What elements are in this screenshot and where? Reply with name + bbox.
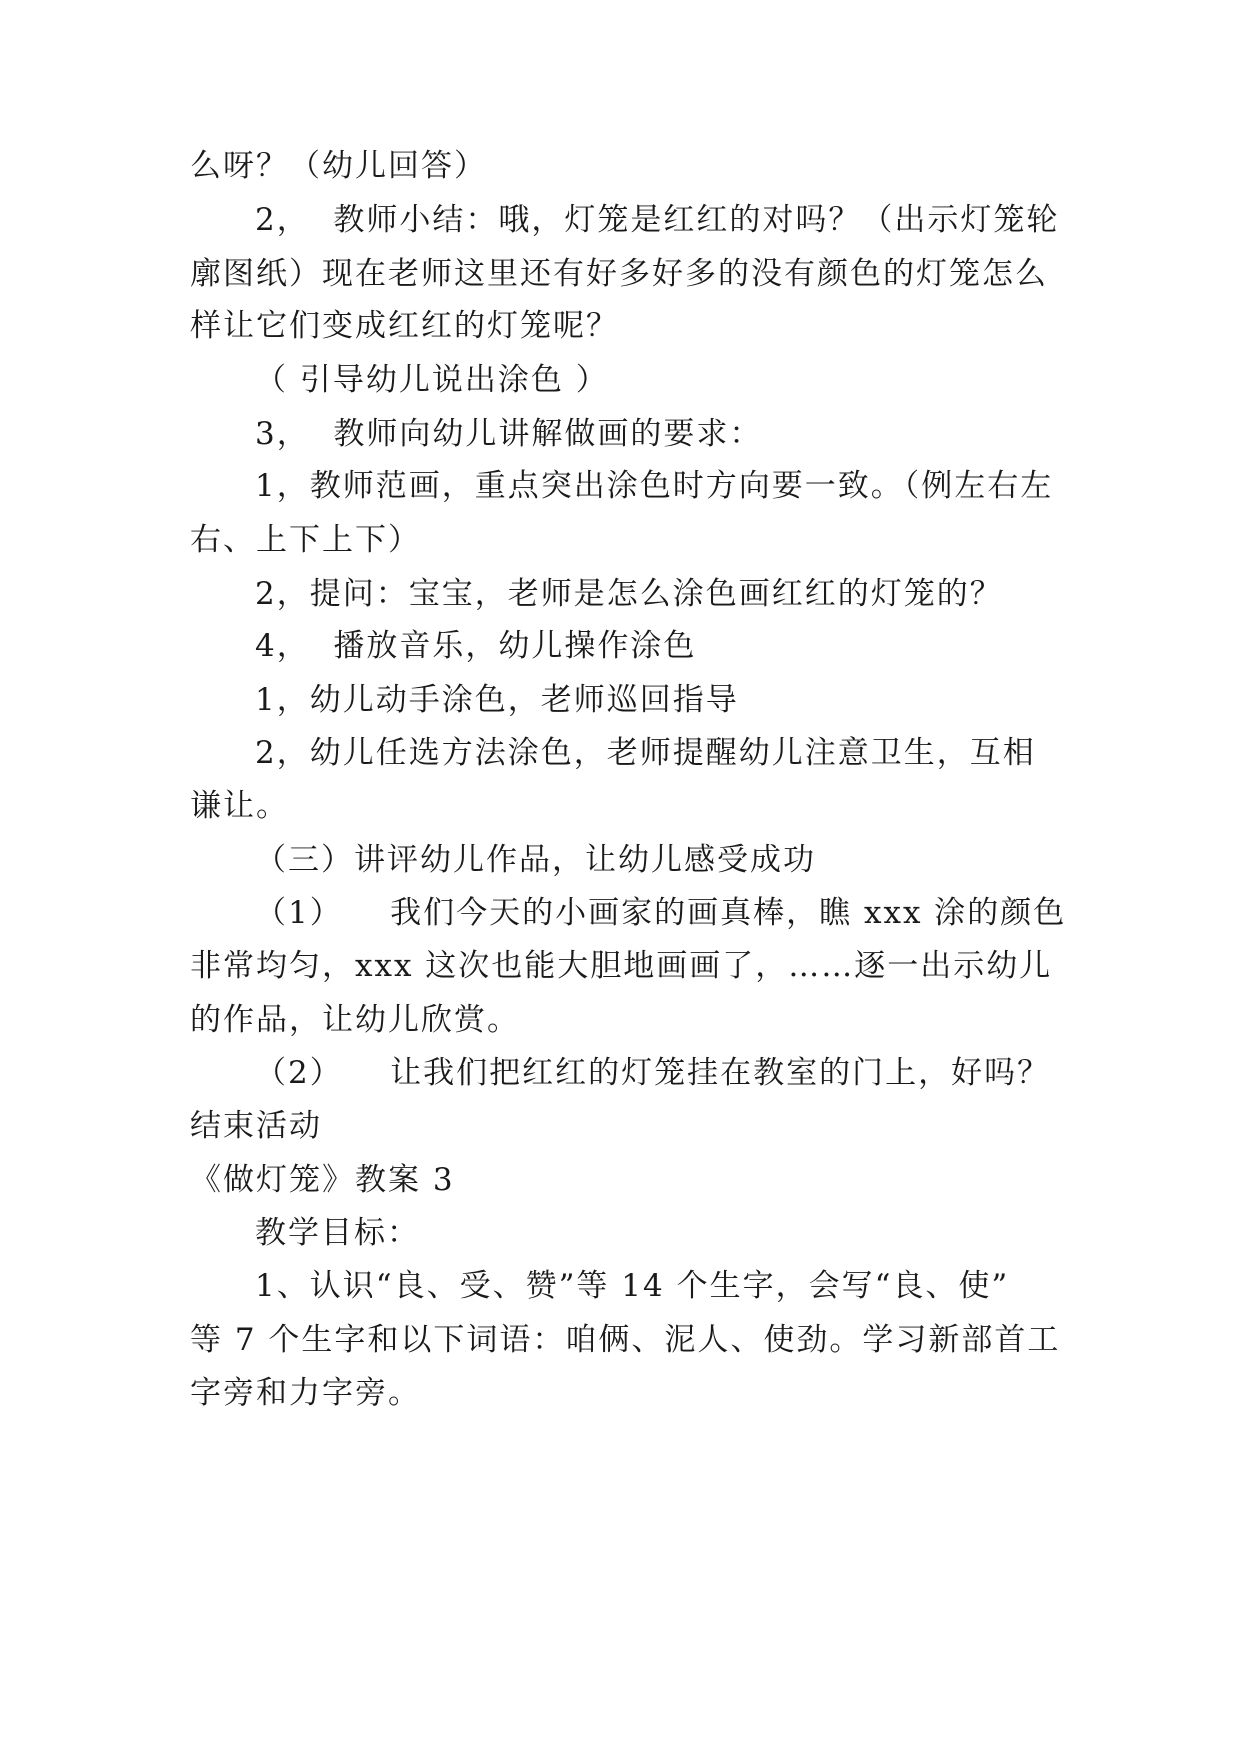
section-heading: 《做灯笼》教案 3 (190, 1162, 455, 1198)
text-line: 字旁和力字旁。 (190, 1375, 421, 1411)
text-line: 1，教师范画，重点突出涂色时方向要一致。（例左右左 (255, 468, 1054, 504)
text-line: 3， 教师向幼儿讲解做画的要求： (255, 416, 763, 452)
text-line: 结束活动 (190, 1108, 322, 1144)
text-line: 右、上下上下） (190, 522, 421, 558)
text-line: 教学目标： (255, 1215, 420, 1251)
text-line: （1） 我们今天的小画家的画真棒，瞧 xxx 涂的颜色 (255, 895, 1067, 931)
text-line: （ 引导幼儿说出涂色 ） (255, 362, 609, 398)
text-line: 2，提问：宝宝，老师是怎么涂色画红红的灯笼的？ (255, 576, 1003, 612)
text-line: （2） 让我们把红红的灯笼挂在教室的门上，好吗？ (255, 1055, 1051, 1091)
text-line: （三）讲评幼儿作品，让幼儿感受成功 (255, 842, 816, 878)
text-line: 么呀？（幼儿回答） (190, 148, 487, 184)
text-line: 1，幼儿动手涂色，老师巡回指导 (255, 682, 739, 718)
text-line: 谦让。 (190, 788, 289, 824)
text-line: 2，幼儿任选方法涂色，老师提醒幼儿注意卫生，互相 (255, 735, 1036, 771)
text-line: 等 7 个生字和以下词语：咱俩、泥人、使劲。学习新部首工 (190, 1322, 1061, 1358)
text-line: 的作品，让幼儿欣赏。 (190, 1002, 520, 1038)
text-line: 非常均匀，xxx 这次也能大胆地画画了，……逐一出示幼儿 (190, 948, 1053, 984)
text-line: 廓图纸）现在老师这里还有好多好多的没有颜色的灯笼怎么 (190, 256, 1048, 292)
text-line: 样让它们变成红红的灯笼呢？ (190, 308, 619, 344)
text-line: 4， 播放音乐，幼儿操作涂色 (255, 628, 697, 664)
text-line: 2， 教师小结：哦，灯笼是红红的对吗？（出示灯笼轮 (255, 202, 1060, 238)
text-line: 1、认识“良、受、赞”等 14 个生字，会写“良、使” (255, 1268, 1010, 1304)
